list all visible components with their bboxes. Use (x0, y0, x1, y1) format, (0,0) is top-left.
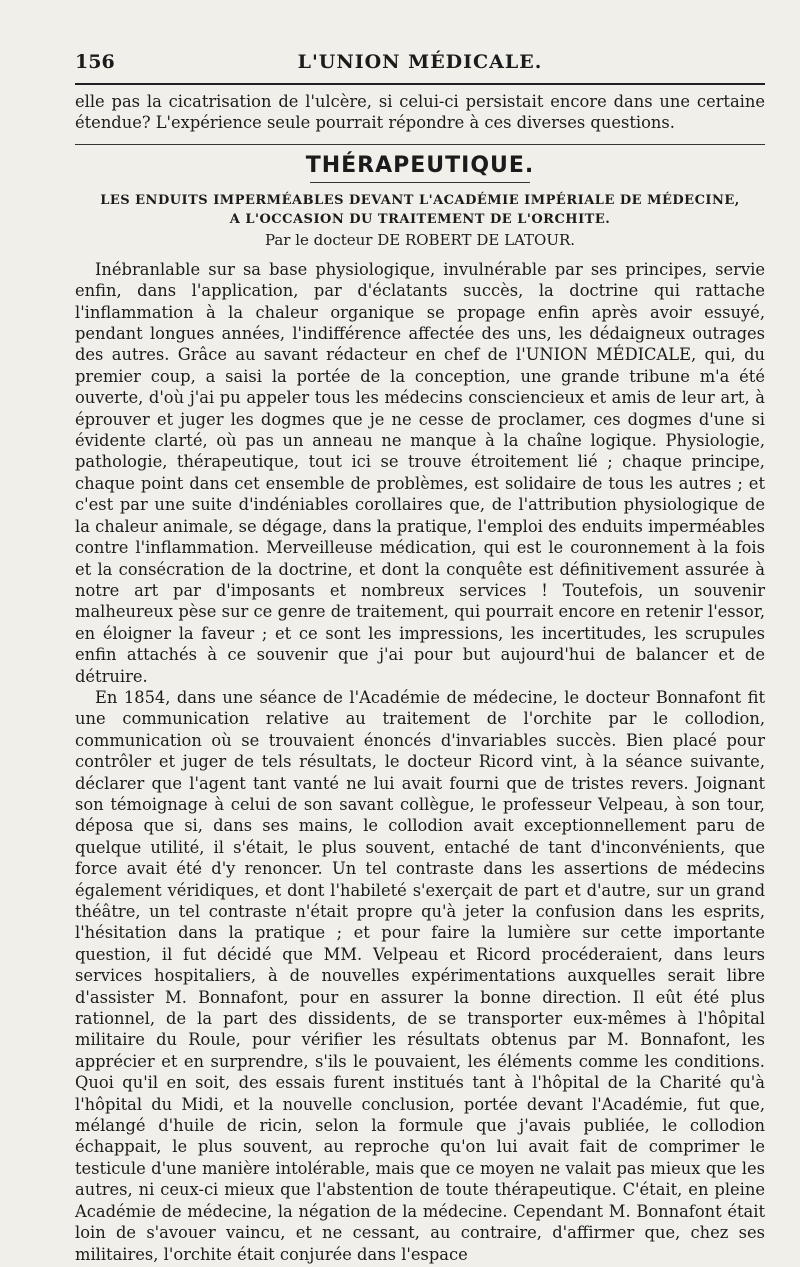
article-title-line1: LES ENDUITS IMPERMÉABLES DEVANT L'ACADÉMIE IMPÉRIALE DE MÉDECINE, (100, 192, 740, 208)
continuation-text: elle pas la cicatrisation de l'ulcère, si celui-ci persistait encore dans une certaine étendue? L'expérience seule pourrait répondre à ces diverses questions. (75, 92, 765, 133)
section-title: THÉRAPEUTIQUE. (305, 152, 535, 178)
document-page (75, 45, 765, 1265)
article-title-line2: A L'OCCASION DU TRAITEMENT DE L'ORCHITE. (229, 211, 611, 227)
section-separator (75, 144, 765, 145)
article-byline: Par le docteur DE ROBERT DE LATOUR. (264, 230, 576, 249)
article-paragraph-2: En 1854, dans une séance de l'Académie de médecine, le docteur Bonnafont fit une communication relative au traitement de l'orchite par le collodion, communication où se trouvaient énoncés d'invariables succès. Bien placé pour contrôler et juger de tels résultats, le docteur Ricord vint, à la séance suivante, déclarer que l'agent tant vanté ne lui avait fourni que de tristes revers. Joignant son témoignage à celui de son savant collègue, le professeur Velpeau, à son tour, déposa que si, dans ses mains, le collodion avait exceptionnellement paru de quelque utilité, il s'était, le plus souvent, entaché de tant d'inconvénients, que force avait été d'y renoncer. Un tel contraste dans les assertions de médecins également véridiques, et dont l'habileté s'exerçait de part et d'autre, sur un grand théâtre, un tel contraste n'était propre qu'à jeter la confusion dans les esprits, l'hésitation dans la pratique ; et pour faire la lumière sur cette importante question, il fut décidé que MM. Velpeau et Ricord procéderaient, dans leurs services hospitaliers, à de nouvelles expérimentations auxquelles serait libre d'assister M. Bonnafont, pour en assurer la bonne direction. Il eût été plus rationnel, de la part des dissidents, de se transporter eux-mêmes à l'hôpital militaire du Roule, pour vérifier les résultats obtenus par M. Bonnafont, les apprécier et en surprendre, s'ils le pouvaient, les éléments comme les conditions. Quoi qu'il en soit, des essais furent institués tant à l'hôpital de la Charité qu'à l'hôpital du Midi, et la nouvelle conclusion, portée devant l'Académie, fut que, mélangé d'huile de ricin, selon la formule que j'avais publiée, le collodion échappait, le plus souvent, au reproche qu'on lui avait fait de comprimer le testicule d'une manière intolérable, mais que ce moyen ne valait pas mieux que les autres, ni ceux-ci mieux que l'abstention de toute thérapeutique. C'était, en pleine Académie de médecine, la négation de la médecine. Cependant M. Bonnafont était loin de s'avouer vaincu, et ne cessant, au contraire, d'affirmer que, chez ses militaires, l'orchite était conjurée dans l'espace (75, 687, 765, 1264)
running-title: L'UNION MÉDICALE. (297, 51, 543, 73)
article-paragraph-1: Inébranlable sur sa base physiologique, invulnérable par ses principes, servie enfin, dans l'application, par d'éclatants succès, la doctrine qui rattache l'inflammation à la chaleur organique se propage enfin après avoir essuyé, pendant longues années, l'indifférence affectée des uns, les dédaigneux outrages des autres. Grâce au savant rédacteur en chef de l'UNION MÉDICALE, qui, du premier coup, a saisi la portée de la conception, une grande tribune m'a été ouverte, d'où j'ai pu appeler tous les médecins consciencieux et amis de leur art, à éprouver et juger les dogmes que je ne cesse de proclamer, ces dogmes d'une si évidente clarté, où pas un anneau ne manque à la chaîne logique. Physiologie, pathologie, thérapeutique, tout ici se trouve étroitement lié ; chaque principe, chaque point dans cet ensemble de problèmes, est solidaire de tous les autres ; et c'est par une suite d'indéniables corollaires que, de l'attribution physiologique de la chaleur animale, se dégage, dans la pratique, l'emploi des enduits imperméables contre l'inflammation. Merveilleuse médication, qui est le couronnement à la fois et la consécration de la doctrine, et dont la conquête est définitivement assurée à notre art par d'imposants et nombreux services ! Toutefois, un souvenir malheureux pèse sur ce genre de traitement, qui pourrait encore en retenir l'essor, en éloigner la faveur ; et ce sont les impressions, les incertitudes, les scrupules enfin attachés à ce souvenir que j'ai pour but aujourd'hui de balancer et de détruire. (75, 259, 765, 686)
page-header (75, 45, 765, 79)
section-title-rule (310, 182, 530, 183)
header-rule (75, 83, 765, 85)
page-number: 156 (75, 51, 115, 73)
